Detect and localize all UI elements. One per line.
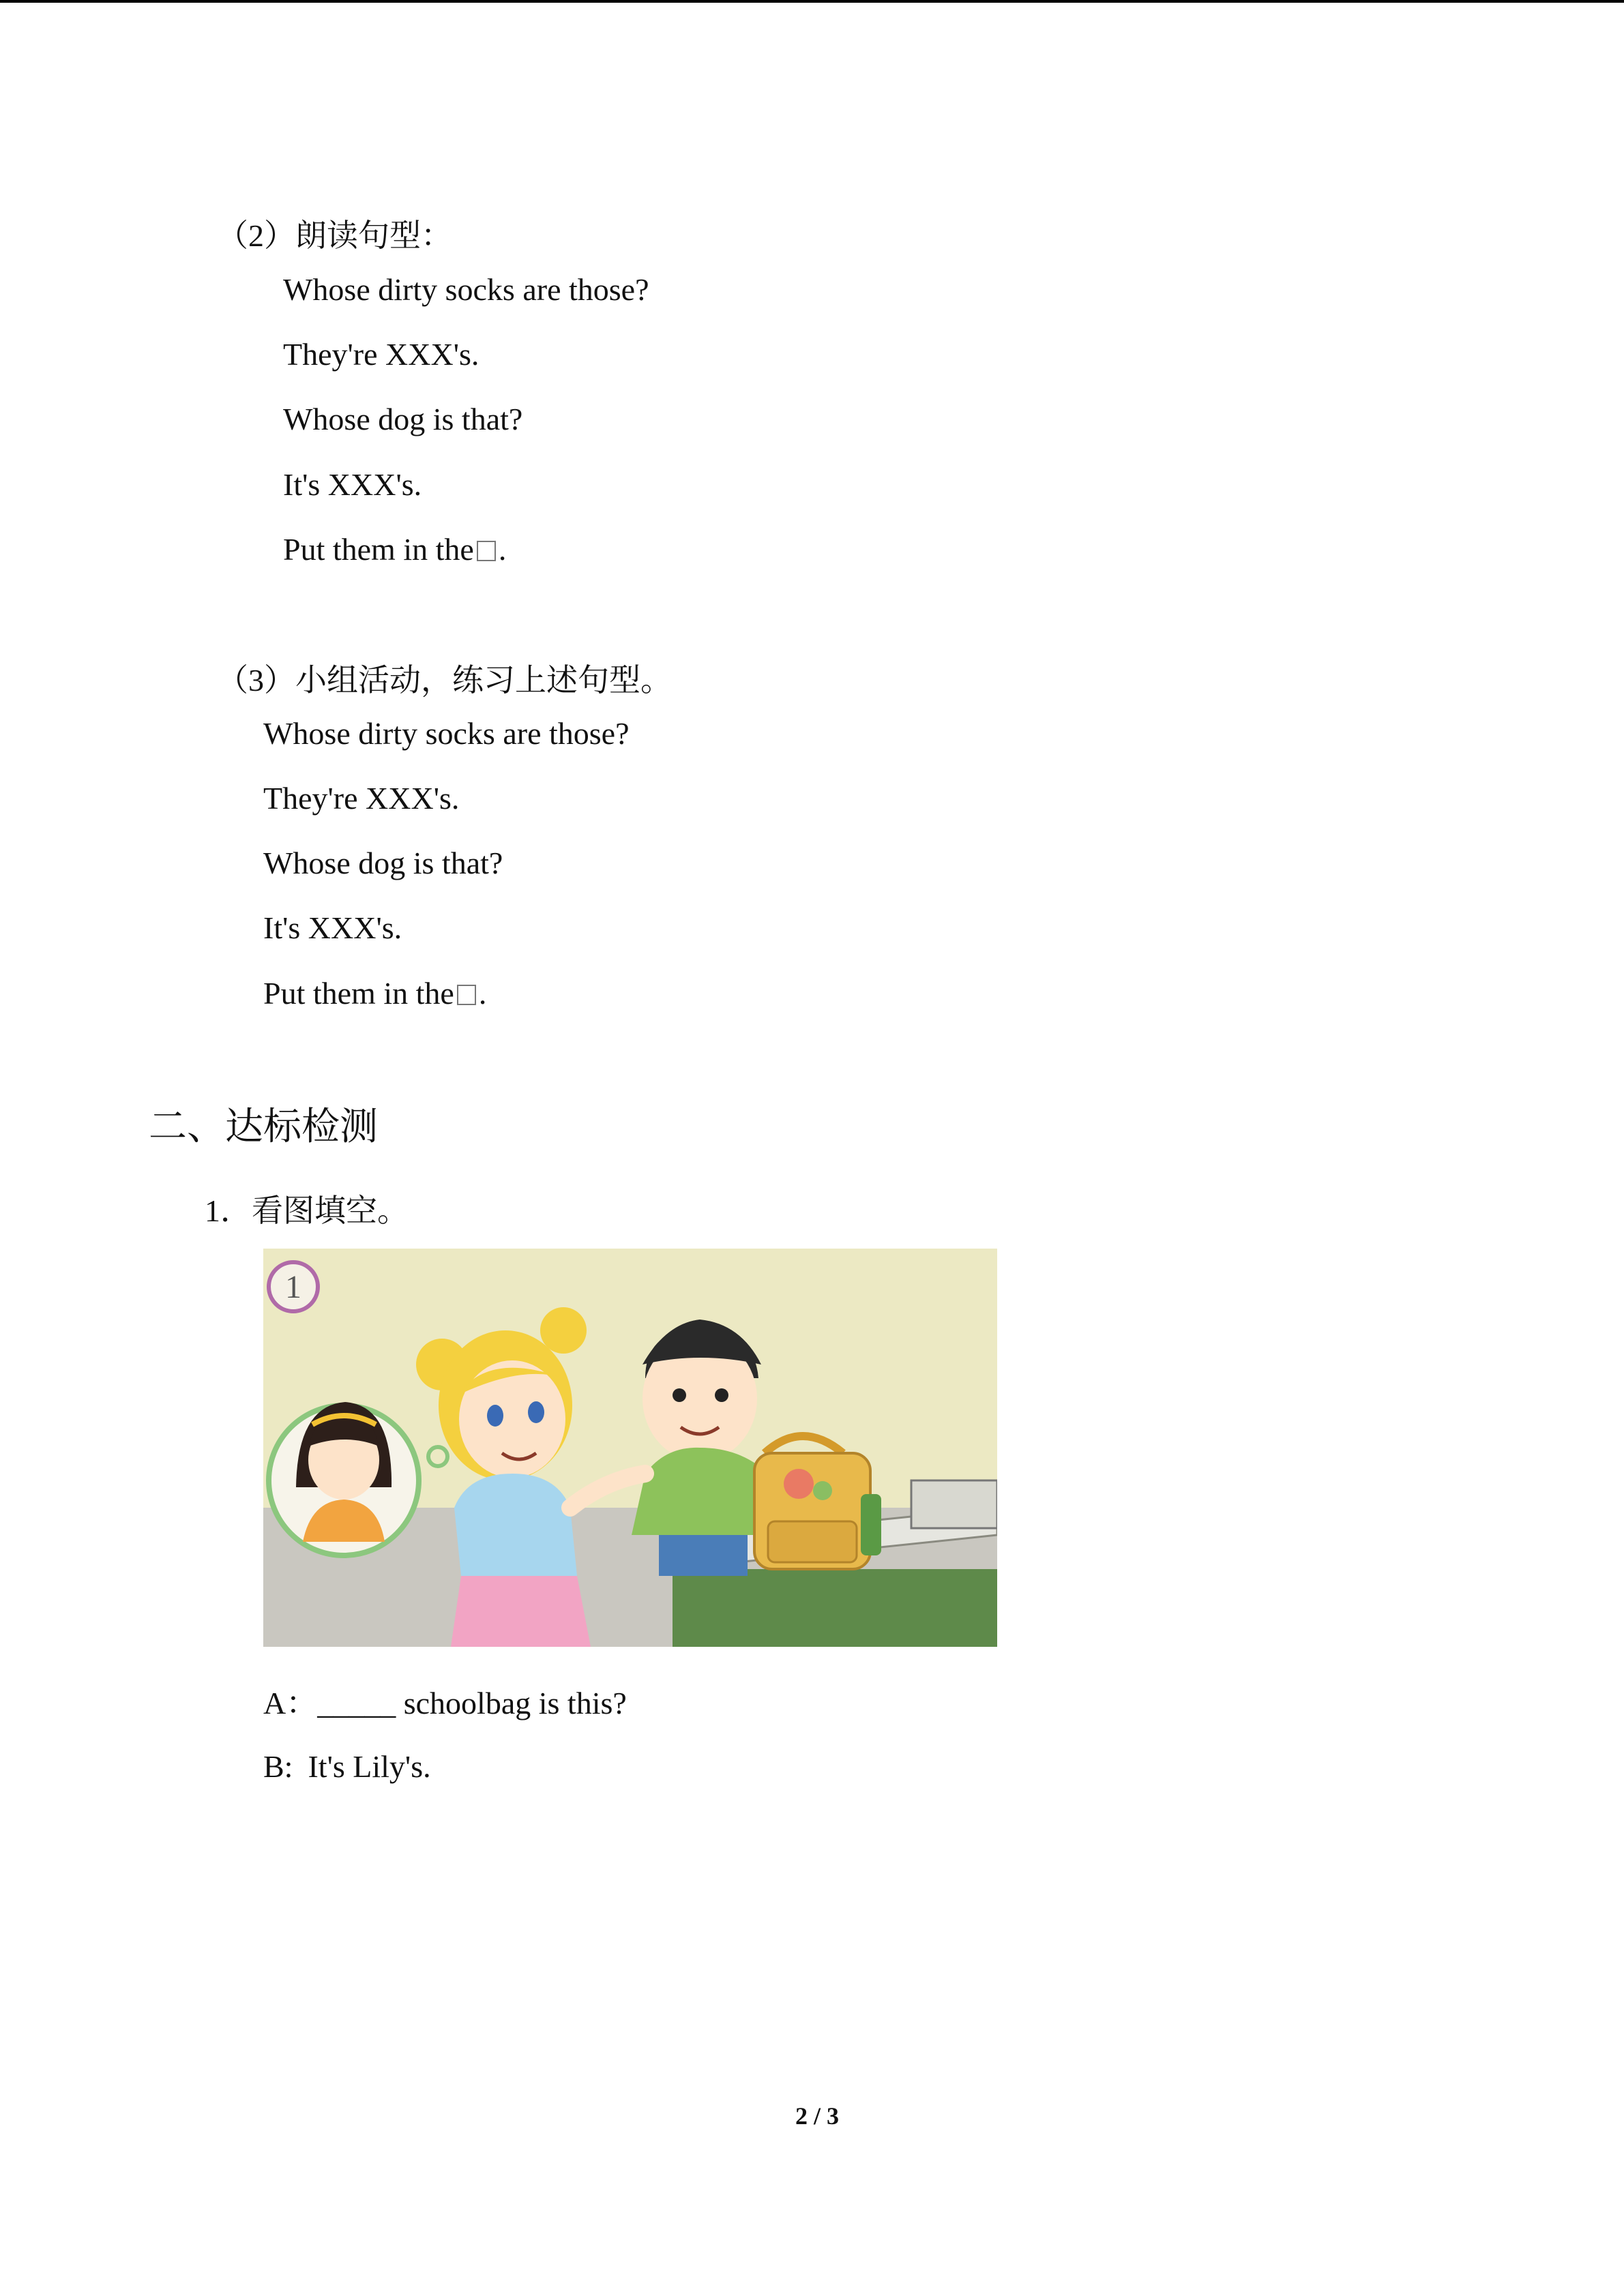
part3-line-4: It's XXX's. [263,910,402,945]
part2-line-3: Whose dog is that? [283,402,523,436]
part2-line-4: It's XXX's. [283,467,422,502]
question1-title: 1．看图填空。 [205,1193,409,1228]
blank-box-icon [477,541,496,561]
section-title: 二、达标检测 [149,1106,378,1148]
part3-line-1: Whose dirty socks are those? [263,716,630,751]
part3-heading: （3）小组活动，练习上述句型。 [217,663,672,698]
part3-line-3: Whose dog is that? [263,846,503,880]
top-border [0,0,1624,3]
part3-line-5-period: . [478,976,487,1011]
part3-line-5 [263,978,486,1009]
part3-line-2: They're XXX's. [263,781,460,816]
page-number: 2 / 3 [795,2102,840,2130]
part2-line-5-period: . [498,532,507,567]
speaker-b-label: B: [263,1749,293,1784]
question-illustration [263,1249,997,1647]
image-number: 1 [285,1269,301,1305]
part2-line-1: Whose dirty socks are those? [283,272,649,307]
part3-line-5-text: Put them in the [263,976,454,1011]
speaker-a-label: A： [263,1686,318,1720]
dialogue-a [263,1688,627,1719]
dialogue-a-text: _____ schoolbag is this? [317,1686,627,1720]
dialogue-b-text: It's Lily's. [308,1749,431,1784]
part2-heading: （2）朗读句型： [217,218,452,253]
part2-line-5 [283,534,506,565]
dialogue-b [263,1751,431,1783]
blank-box-icon [457,985,476,1005]
part2-line-5-text: Put them in the [283,532,474,567]
part2-line-2: They're XXX's. [283,337,479,372]
